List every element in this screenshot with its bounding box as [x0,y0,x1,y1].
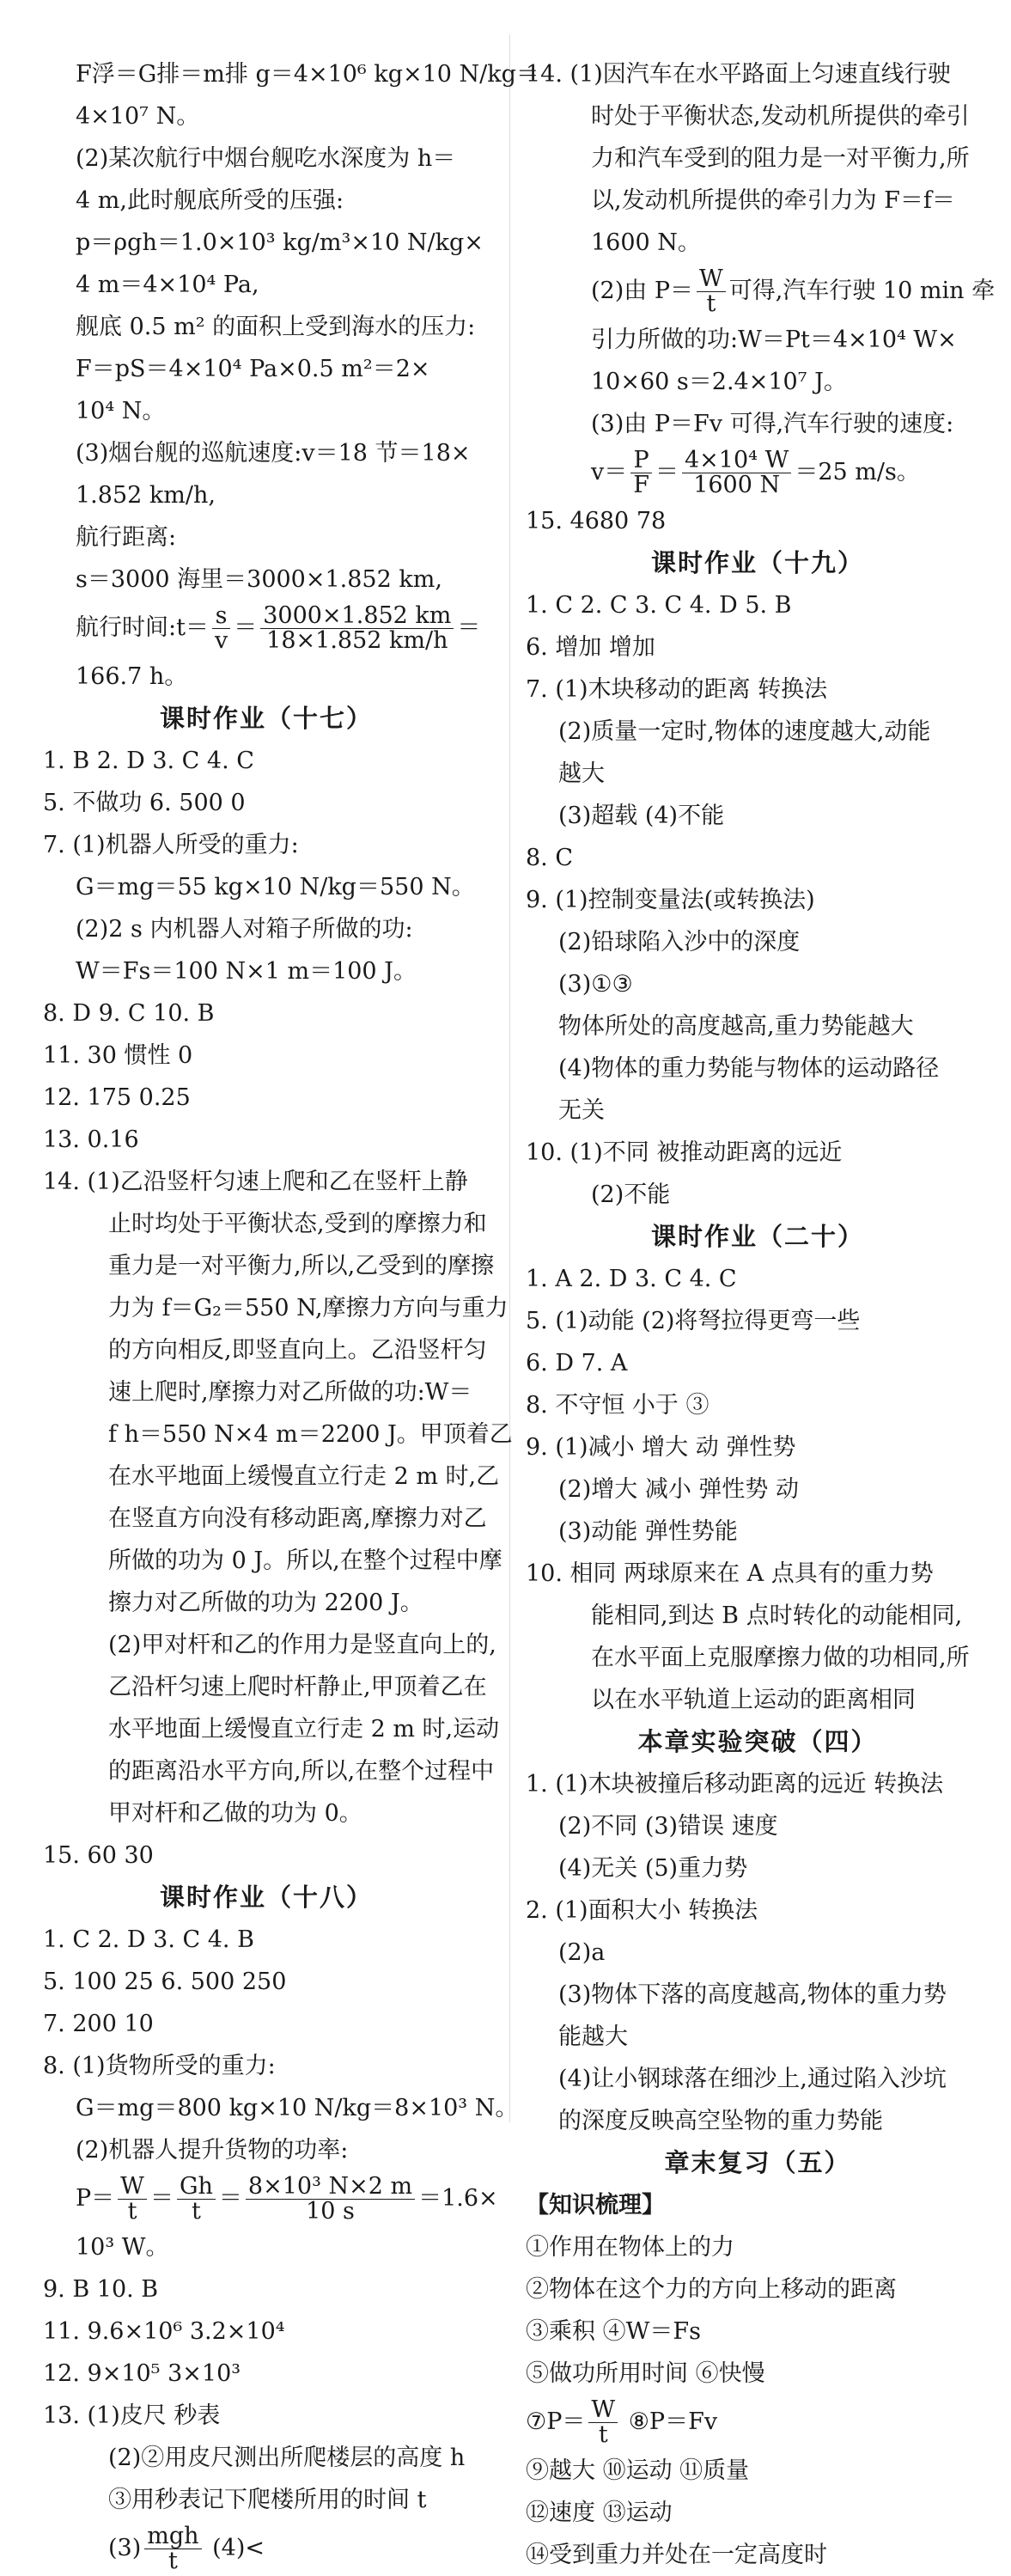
text-line [43,1834,490,1877]
line-text: (2)由 P＝ [591,278,693,304]
text-line [43,1708,500,1750]
line-text: ⑤做功所用时间 ⑥快慢 [526,2360,765,2387]
line-text: 6. 增加 增加 [526,634,655,661]
denominator: t [167,2548,178,2574]
fraction [697,267,726,316]
line-text: 时处于平衡状态,发动机所提供的牵引 [591,103,970,130]
text-line [43,2437,490,2479]
line-text: 章末复习（五） [664,2148,851,2177]
line-text: (2)质量一定时,物体的速度越大,动能 [558,718,931,745]
text-line [43,2479,490,2521]
line-text: 速上爬时,摩擦力对乙所做的功:W＝ [108,1379,472,1406]
line-text: 7. (1)机器人所受的重力: [43,832,299,858]
denominator: F [633,472,649,498]
numerator: Gh [177,2175,216,2200]
line-text: 9. (1)减小 增大 动 弹性势 [526,1434,796,1461]
text-line [43,1540,502,1582]
line-text: 越大 [558,760,605,787]
line-text: 14. (1)乙沿竖杆匀速上爬和乙在竖杆上静 [43,1169,468,1195]
line-text: F＝pS＝4×10⁴ Pa×0.5 m²＝2× [76,356,430,382]
fraction [144,2524,201,2573]
text-line [526,1300,990,1342]
text-line [43,53,539,95]
text-line [526,1258,990,1300]
text-line [526,1679,990,1721]
line-text: 4 m＝4×10⁴ Pa, [76,272,259,298]
text-line [526,1426,990,1468]
text-line [43,1750,495,1792]
text-line [526,2268,990,2310]
column-divider [509,34,510,2122]
line-text: 课时作业（十八） [159,1883,373,1912]
text-line [526,2016,990,2058]
line-text: f h＝550 N×4 m＝2200 J。甲顶着乙 [108,1421,513,1448]
line-text: 在水平面上克服摩擦力做的功相同,所 [591,1645,970,1671]
text-line [526,2184,990,2226]
line-text: (3)物体下落的高度越高,物体的重力势 [558,1981,947,2008]
text-line [43,1498,490,1540]
line-text: 重力是一对平衡力,所以,乙受到的摩擦 [108,1253,495,1279]
line-text: 甲对杆和乙做的功为 0。 [108,1800,362,1827]
line-text: 1. A 2. D 3. C 4. C [526,1266,737,1292]
line-text: 在竖直方向没有移动距离,摩擦力对乙 [108,1505,487,1532]
fraction [212,604,230,653]
line-text: 本章实验突破（四） [637,1727,878,1756]
text-line [526,2226,990,2268]
numerator: 3000×1.852 km [260,604,454,629]
section-heading [526,2142,990,2184]
line-text: 11. 9.6×10⁶ 3.2×10⁴ [43,2318,285,2345]
text-line [526,2534,990,2576]
line-text: v＝ [591,459,628,485]
fraction [118,2175,147,2224]
left-column [43,53,539,2576]
line-text: 乙沿杆匀速上爬时杆静止,甲顶着乙在 [108,1674,487,1700]
text-line [526,584,990,626]
text-line [43,950,490,992]
fraction [260,604,454,653]
text-line [526,1047,990,1090]
text-line [43,1624,496,1666]
denominator: t [598,2421,608,2448]
fraction [246,2175,415,2224]
line-text: 擦力对乙所做的功为 2200 J。 [108,1590,423,1616]
line-text: (2)②用皮尺测出所爬楼层的高度 h [108,2445,466,2471]
text-line [43,601,490,656]
numerator: W [588,2398,618,2423]
line-text: 10. 相同 两球原来在 A 点具有的重力势 [526,1560,934,1587]
line-text: 课时作业（十七） [159,704,373,733]
text-line [43,740,490,782]
text-line [526,1511,990,1553]
line-text: 13. (1)皮尺 秒表 [43,2402,221,2429]
text-line [526,2058,990,2100]
line-text: (3)超载 (4)不能 [558,803,725,829]
line-text: (3)①③ [558,971,633,998]
line-text: 8. 不守恒 小于 ③ [526,1392,710,1419]
line-text: (3)动能 弹性势能 [558,1518,738,1545]
line-text: (3)由 P＝Fv 可得,汽车行驶的速度: [591,411,954,437]
text-line [43,348,490,390]
formula-text: ＝ [218,2185,242,2212]
text-line [43,908,490,950]
text-line [526,837,990,879]
line-text: 能越大 [558,2024,628,2050]
line-text: 14. (1)因汽车在水平路面上匀速直线行驶 [526,61,951,88]
text-line [526,1932,990,1974]
text-line [526,1090,990,1132]
line-text: 力和汽车受到的阻力是一对平衡力,所 [591,145,970,172]
text-line [526,753,990,795]
line-text: 无关 [558,1097,605,1124]
line-text: (4)让小钢球落在细沙上,通过陷入沙坑 [558,2066,947,2092]
formula-text: ⑧P＝Fv [621,2408,718,2435]
text-line [43,1161,490,1203]
line-text: 8. (1)货物所受的重力: [43,2053,276,2079]
text-line [526,222,990,264]
line-text: (2)甲对杆和乙的作用力是竖直向上的, [108,1632,496,1658]
numerator: mgh [144,2524,201,2549]
right-column [526,53,996,2576]
text-line [526,361,990,403]
numerator: s [212,604,230,629]
text-line [43,2353,490,2395]
line-text: ⑭受到重力并处在一定高度时 [526,2542,827,2568]
line-text: G＝mg＝800 kg×10 N/kg＝8×10³ N。 [76,2095,519,2121]
denominator: 10 s [306,2198,355,2225]
line-text: 13. 0.16 [43,1126,139,1153]
line-text: (3) [108,2535,142,2561]
text-line [43,516,490,559]
line-text: 力为 f＝G₂＝550 N,摩擦力方向与重力 [108,1295,509,1322]
text-line [526,1005,990,1047]
text-line [526,1974,990,2016]
line-text: 所做的功为 0 J。所以,在整个过程中摩 [108,1547,502,1574]
text-line [43,992,490,1035]
line-text: 5. (1)动能 (2)将弩拉得更弯一些 [526,1308,861,1334]
line-text: 1. C 2. D 3. C 4. B [43,1926,254,1953]
line-text: 物体所处的高度越高,重力势能越大 [558,1013,914,1040]
line-text: 航行时间:t＝ [76,614,209,641]
denominator: 1600 N [693,472,781,498]
line-text: F浮＝G排＝m排 g＝4×10⁶ kg×10 N/kg＝ [76,61,539,88]
text-line [43,1666,490,1708]
formula-text: ＝ [457,614,481,641]
text-line [43,2521,490,2576]
line-text: ③用秒表记下爬楼所用的时间 t [108,2487,427,2513]
line-text: ③乘积 ④W＝Fs [526,2318,701,2345]
text-line [526,2310,990,2353]
line-text: 在水平地面上缓慢直立行走 2 m 时,乙 [108,1463,500,1490]
line-text: 15. 60 30 [43,1842,154,1869]
fraction [630,449,652,497]
text-line [43,1035,490,1077]
formula-text: ＝1.6× [418,2185,498,2212]
numerator: 4×10⁴ W [682,449,791,473]
line-text: 11. 30 惯性 0 [43,1042,193,1069]
line-text: (2)2 s 内机器人对箱子所做的功: [76,916,413,943]
section-heading [526,1721,990,1763]
text-line [526,879,990,921]
line-text: 5. 不做功 6. 500 0 [43,790,246,816]
text-line [526,1847,990,1889]
denominator: 18×1.852 km/h [266,627,448,654]
line-text: 1. B 2. D 3. C 4. C [43,748,254,774]
text-line [43,824,490,866]
text-line [43,866,490,908]
text-line [43,390,490,432]
line-text: 课时作业（十九） [650,548,864,577]
text-line [526,1805,990,1847]
text-line [526,180,990,222]
line-text: ①作用在物体上的力 [526,2234,734,2261]
text-line [43,2171,498,2226]
text-line [526,319,990,361]
line-text: 7. 200 10 [43,2011,154,2037]
section-heading [43,698,490,740]
section-heading [43,1877,490,1919]
text-line [526,795,990,837]
line-text: W＝Fs＝100 N×1 m＝100 J。 [76,958,417,985]
line-text: 以在水平轨道上运动的距离相同 [591,1687,916,1713]
text-line [43,2226,490,2268]
line-text: 引力所做的功:W＝Pt＝4×10⁴ W× [591,327,957,353]
text-line [526,963,990,1005]
line-text: 10³ W。 [76,2234,169,2261]
line-text: ⑦P＝ [526,2408,586,2435]
line-text: G＝mg＝55 kg×10 N/kg＝550 N。 [76,874,475,900]
line-text: 5. 100 25 6. 500 250 [43,1969,287,1995]
line-text: (2)某次航行中烟台舰吃水深度为 h＝ [76,145,456,172]
text-line [526,1637,990,1679]
line-text: (4)物体的重力势能与物体的运动路径 [558,1055,940,1082]
text-line [43,95,490,137]
text-line [43,222,490,264]
line-text: 航行距离: [76,524,177,551]
text-line [43,1582,490,1624]
text-line [43,2087,519,2129]
line-text: s＝3000 海里＝3000×1.852 km, [76,566,442,593]
text-line [43,1329,490,1371]
text-line [526,264,996,319]
line-text: 以,发动机所提供的牵引力为 F＝f＝ [591,187,955,214]
text-line [526,1553,990,1595]
text-line [526,1468,990,1511]
text-line [43,1245,495,1287]
text-line [43,782,490,824]
line-text: 课时作业（二十） [650,1222,864,1251]
text-line [43,656,490,698]
line-text: 止时均处于平衡状态,受到的摩擦力和 [108,1211,487,1237]
text-line [43,2003,490,2045]
line-text: 2. (1)面积大小 转换法 [526,1897,758,1924]
line-text: 12. 9×10⁵ 3×10³ [43,2360,241,2387]
text-line [526,403,990,445]
line-text: 15. 4680 78 [526,508,667,534]
text-line [526,1595,990,1637]
line-text: 的距离沿水平方向,所以,在整个过程中 [108,1758,495,1785]
formula-text: 可得,汽车行驶 10 min 牵 [728,278,996,304]
text-line [526,53,990,95]
line-text: 的深度反映高空坠物的重力势能 [558,2108,883,2134]
text-line [526,2395,990,2450]
text-line [526,1889,990,1932]
formula-text: ＝25 m/s。 [795,459,920,485]
text-line [526,500,990,542]
text-line [43,559,490,601]
formula-text: (4)< [204,2535,265,2561]
text-line [43,1961,490,2003]
text-line [526,626,990,668]
line-text: 1. (1)木块被撞后移动距离的远近 转换法 [526,1771,944,1798]
line-text: 水平地面上缓慢直立行走 2 m 时,运动 [108,1716,500,1743]
text-line [43,432,490,474]
line-text: (2)增大 减小 弹性势 动 [558,1476,799,1503]
line-text: 4 m,此时舰底所受的压强: [76,187,344,214]
text-line [526,2492,990,2534]
text-line [526,2450,990,2492]
text-line [526,445,990,500]
line-text: p＝ρgh＝1.0×10³ kg/m³×10 N/kg× [76,229,484,256]
text-line [43,2129,490,2171]
text-line [526,1384,990,1426]
line-text: 10⁴ N。 [76,398,166,424]
numerator: W [697,267,726,292]
line-text: 12. 175 0.25 [43,1084,191,1111]
text-line [43,1371,490,1413]
text-line [43,1792,490,1834]
text-line [526,2353,990,2395]
line-text: (2)不能 [591,1181,671,1208]
line-text: 9. B 10. B [43,2276,159,2303]
denominator: t [191,2198,201,2225]
line-text: 4×10⁷ N。 [76,103,200,130]
text-line [526,95,990,137]
denominator: t [706,290,716,317]
line-text: 10×60 s＝2.4×10⁷ J。 [591,369,847,395]
line-text: (2)机器人提升货物的功率: [76,2137,349,2164]
numerator: 8×10³ N×2 m [246,2175,415,2200]
line-text: ⑫速度 ⑬运动 [526,2500,673,2526]
text-line [43,1413,513,1456]
line-text: 舰底 0.5 m² 的面积上受到海水的压力: [76,314,476,340]
line-text: (2)不同 (3)错误 速度 [558,1813,778,1840]
line-text: (2)铅球陷入沙中的深度 [558,929,801,955]
text-line [43,306,490,348]
line-text: 1600 N。 [591,229,701,256]
text-line [43,2395,490,2437]
section-heading [526,1216,990,1258]
formula-text: ＝ [149,2185,174,2212]
text-line [43,1287,509,1329]
line-text: (2)a [558,1939,606,1966]
text-line [43,1077,490,1119]
formula-text: ＝ [655,459,679,485]
numerator: W [118,2175,147,2200]
denominator: t [127,2198,137,2225]
text-line [43,264,490,306]
line-text: (4)无关 (5)重力势 [558,1855,748,1882]
text-line [526,1132,990,1174]
text-line [43,2268,490,2310]
text-line [526,137,990,180]
numerator: P [630,449,652,473]
fraction [682,449,791,497]
line-text: 10. (1)不同 被推动距离的远近 [526,1139,843,1166]
denominator: v [214,627,228,654]
line-text: 8. D 9. C 10. B [43,1000,215,1027]
text-line [526,1763,990,1805]
text-line [43,137,490,180]
text-line [43,1203,490,1245]
text-line [43,1919,490,1961]
line-text: 9. (1)控制变量法(或转换法) [526,887,815,913]
text-line [43,1456,500,1498]
line-text: 的方向相反,即竖直向上。乙沿竖杆匀 [108,1337,487,1364]
line-text: 1.852 km/h, [76,482,216,509]
text-line [43,2310,490,2353]
line-text: 6. D 7. A [526,1350,628,1377]
line-text: (3)烟台舰的巡航速度:v＝18 节＝18× [76,440,471,467]
text-line [526,1174,990,1216]
text-line [43,474,490,516]
text-line [43,2045,490,2087]
text-line [526,921,990,963]
fraction [177,2175,216,2224]
line-text: 7. (1)木块移动的距离 转换法 [526,676,828,703]
line-text: 【知识梳理】 [526,2192,665,2219]
line-text: ②物体在这个力的方向上移动的距离 [526,2276,897,2303]
line-text: ⑨越大 ⑩运动 ⑪质量 [526,2457,750,2484]
text-line [43,1119,490,1161]
fraction [588,2398,618,2447]
text-line [526,711,990,753]
text-line [526,668,990,711]
line-text: P＝ [76,2185,115,2212]
line-text: 能相同,到达 B 点时转化的动能相同, [591,1602,963,1629]
line-text: 166.7 h。 [76,663,188,690]
text-line [526,1342,990,1384]
line-text: 8. C [526,845,574,871]
section-heading [526,542,990,584]
formula-text: ＝ [234,614,258,641]
text-line [43,180,490,222]
line-text: 1. C 2. C 3. C 4. D 5. B [526,592,792,619]
text-line [526,2100,990,2142]
